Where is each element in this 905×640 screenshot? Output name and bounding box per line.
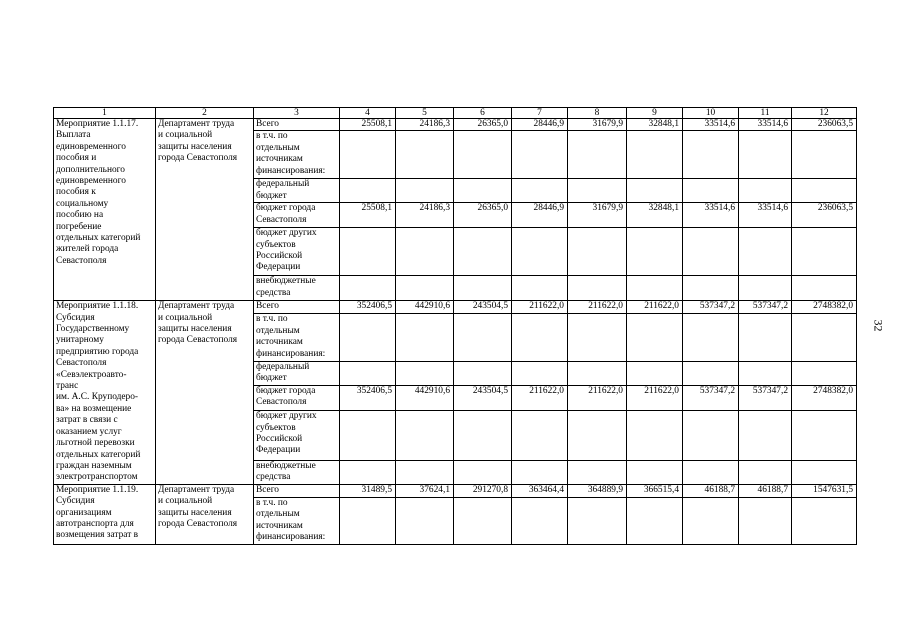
measure-title: Мероприятие 1.1.19. Субсидия организациям автотранспорта для возмещения затрат в bbox=[54, 484, 156, 544]
value-cell bbox=[739, 228, 792, 276]
value-cell bbox=[396, 179, 454, 203]
value-cell: 33514,6 bbox=[683, 203, 739, 228]
value-cell bbox=[792, 228, 857, 276]
value-cell bbox=[792, 411, 857, 461]
value-cell bbox=[568, 314, 627, 361]
value-cell bbox=[396, 497, 454, 544]
header-cell: 2 bbox=[156, 108, 254, 119]
value-cell: 33514,6 bbox=[683, 119, 739, 131]
header-cell: 11 bbox=[739, 108, 792, 119]
value-cell: 26365,0 bbox=[454, 203, 512, 228]
value-cell bbox=[454, 361, 512, 385]
value-cell bbox=[627, 131, 683, 179]
value-cell: 2748382,0 bbox=[792, 385, 857, 410]
value-cell bbox=[792, 179, 857, 203]
value-cell bbox=[340, 411, 396, 461]
value-cell bbox=[683, 276, 739, 301]
value-cell bbox=[792, 314, 857, 361]
value-cell bbox=[683, 314, 739, 361]
value-cell bbox=[512, 460, 568, 484]
measure-title: Мероприятие 1.1.18. Субсидия Государственному унитарному предприятию города Севастополя «Севэлектроавто- транс им. А.С. Круподеро- ва» на возмещение затрат в связи с оказанием услуг льготной перевозки отдельных категорий граждан наземным электротранспортом bbox=[54, 301, 156, 485]
value-cell: 31489,5 bbox=[340, 484, 396, 497]
value-cell bbox=[568, 131, 627, 179]
value-cell bbox=[739, 411, 792, 461]
value-cell: 211622,0 bbox=[627, 385, 683, 410]
value-cell bbox=[454, 411, 512, 461]
value-cell bbox=[454, 314, 512, 361]
funding-source-cell: федеральный бюджет bbox=[254, 179, 340, 203]
header-cell: 5 bbox=[396, 108, 454, 119]
value-cell bbox=[396, 361, 454, 385]
value-cell: 31679,9 bbox=[568, 203, 627, 228]
value-cell: 363464,4 bbox=[512, 484, 568, 497]
value-cell bbox=[792, 131, 857, 179]
value-cell: 366515,4 bbox=[627, 484, 683, 497]
value-cell bbox=[568, 460, 627, 484]
value-cell: 537347,2 bbox=[739, 301, 792, 314]
value-cell bbox=[340, 131, 396, 179]
page-number: 32 bbox=[871, 319, 886, 332]
value-cell bbox=[683, 131, 739, 179]
value-cell: 352406,5 bbox=[340, 301, 396, 314]
value-cell: 211622,0 bbox=[568, 385, 627, 410]
value-cell: 28446,9 bbox=[512, 203, 568, 228]
value-cell bbox=[568, 179, 627, 203]
value-cell bbox=[454, 131, 512, 179]
funding-source-cell: Всего bbox=[254, 301, 340, 314]
funding-source-cell: федеральный бюджет bbox=[254, 361, 340, 385]
value-cell bbox=[683, 179, 739, 203]
value-cell bbox=[396, 411, 454, 461]
value-cell: 31679,9 bbox=[568, 119, 627, 131]
value-cell bbox=[739, 497, 792, 544]
header-cell: 12 bbox=[792, 108, 857, 119]
value-cell bbox=[568, 411, 627, 461]
measure-title: Мероприятие 1.1.17. Выплата единовременного пособия и дополнительного единовременного пособия к социальному пособию на погребение отдельных категорий жителей города Севастополя bbox=[54, 119, 156, 301]
value-cell bbox=[739, 276, 792, 301]
executor-cell: Департамент труда и социальной защиты населения города Севастополя bbox=[156, 119, 254, 301]
value-cell bbox=[340, 228, 396, 276]
value-cell bbox=[340, 314, 396, 361]
value-cell bbox=[340, 497, 396, 544]
header-cell: 4 bbox=[340, 108, 396, 119]
value-cell bbox=[792, 361, 857, 385]
funding-source-cell: в т.ч. по отдельным источникам финансирования: bbox=[254, 131, 340, 179]
funding-source-cell: бюджет других субъектов Российской Федерации bbox=[254, 228, 340, 276]
header-cell: 8 bbox=[568, 108, 627, 119]
value-cell bbox=[568, 276, 627, 301]
value-cell: 32848,1 bbox=[627, 119, 683, 131]
value-cell bbox=[627, 497, 683, 544]
funding-source-cell: Всего bbox=[254, 119, 340, 131]
value-cell bbox=[512, 497, 568, 544]
value-cell bbox=[512, 131, 568, 179]
value-cell bbox=[739, 314, 792, 361]
funding-source-cell: в т.ч. по отдельным источникам финансирования: bbox=[254, 497, 340, 544]
value-cell bbox=[512, 411, 568, 461]
value-cell: 28446,9 bbox=[512, 119, 568, 131]
funding-source-cell: бюджет других субъектов Российской Федерации bbox=[254, 411, 340, 461]
value-cell bbox=[627, 460, 683, 484]
value-cell bbox=[568, 497, 627, 544]
value-cell bbox=[396, 131, 454, 179]
value-cell bbox=[683, 411, 739, 461]
header-row bbox=[54, 108, 857, 119]
value-cell: 46188,7 bbox=[683, 484, 739, 497]
value-cell bbox=[396, 314, 454, 361]
value-cell bbox=[340, 460, 396, 484]
funding-source-cell: бюджет города Севастополя bbox=[254, 203, 340, 228]
value-cell: 211622,0 bbox=[512, 301, 568, 314]
header-cell: 3 bbox=[254, 108, 340, 119]
executor-cell: Департамент труда и социальной защиты населения города Севастополя bbox=[156, 484, 254, 544]
value-cell bbox=[792, 460, 857, 484]
value-cell: 537347,2 bbox=[683, 385, 739, 410]
value-cell bbox=[396, 460, 454, 484]
value-cell bbox=[739, 131, 792, 179]
value-cell bbox=[512, 361, 568, 385]
value-cell: 243504,5 bbox=[454, 301, 512, 314]
value-cell bbox=[340, 276, 396, 301]
header-cell: 10 bbox=[683, 108, 739, 119]
funding-source-cell: бюджет города Севастополя bbox=[254, 385, 340, 410]
value-cell bbox=[683, 497, 739, 544]
value-cell: 236063,5 bbox=[792, 119, 857, 131]
table-row bbox=[54, 301, 857, 314]
value-cell bbox=[512, 276, 568, 301]
value-cell bbox=[512, 179, 568, 203]
value-cell bbox=[512, 228, 568, 276]
value-cell bbox=[340, 361, 396, 385]
value-cell bbox=[454, 179, 512, 203]
value-cell: 2748382,0 bbox=[792, 301, 857, 314]
funding-source-cell: внебюджетные средства bbox=[254, 460, 340, 484]
value-cell bbox=[627, 276, 683, 301]
value-cell bbox=[627, 179, 683, 203]
value-cell: 364889,9 bbox=[568, 484, 627, 497]
value-cell: 442910,6 bbox=[396, 301, 454, 314]
value-cell bbox=[683, 460, 739, 484]
value-cell bbox=[627, 361, 683, 385]
value-cell: 24186,3 bbox=[396, 119, 454, 131]
value-cell bbox=[454, 228, 512, 276]
funding-source-cell: Всего bbox=[254, 484, 340, 497]
value-cell bbox=[739, 361, 792, 385]
value-cell: 25508,1 bbox=[340, 203, 396, 228]
value-cell: 25508,1 bbox=[340, 119, 396, 131]
value-cell bbox=[627, 411, 683, 461]
table-row bbox=[54, 484, 857, 497]
value-cell: 291270,8 bbox=[454, 484, 512, 497]
value-cell: 537347,2 bbox=[683, 301, 739, 314]
value-cell bbox=[512, 314, 568, 361]
value-cell bbox=[396, 228, 454, 276]
value-cell bbox=[454, 276, 512, 301]
header-cell: 6 bbox=[454, 108, 512, 119]
value-cell: 26365,0 bbox=[454, 119, 512, 131]
value-cell: 32848,1 bbox=[627, 203, 683, 228]
value-cell bbox=[739, 179, 792, 203]
value-cell bbox=[454, 497, 512, 544]
table-row bbox=[54, 119, 857, 131]
value-cell: 1547631,5 bbox=[792, 484, 857, 497]
header-cell: 1 bbox=[54, 108, 156, 119]
value-cell: 33514,6 bbox=[739, 119, 792, 131]
funding-source-cell: в т.ч. по отдельным источникам финансирования: bbox=[254, 314, 340, 361]
value-cell bbox=[627, 314, 683, 361]
executor-cell: Департамент труда и социальной защиты населения города Севастополя bbox=[156, 301, 254, 485]
value-cell bbox=[683, 361, 739, 385]
value-cell: 211622,0 bbox=[512, 385, 568, 410]
value-cell: 243504,5 bbox=[454, 385, 512, 410]
funding-source-cell: внебюджетные средства bbox=[254, 276, 340, 301]
value-cell bbox=[792, 497, 857, 544]
document-page bbox=[53, 107, 857, 545]
value-cell: 211622,0 bbox=[568, 301, 627, 314]
value-cell: 37624,1 bbox=[396, 484, 454, 497]
header-cell: 9 bbox=[627, 108, 683, 119]
value-cell bbox=[627, 228, 683, 276]
value-cell bbox=[568, 228, 627, 276]
value-cell bbox=[792, 276, 857, 301]
value-cell bbox=[340, 179, 396, 203]
value-cell: 24186,3 bbox=[396, 203, 454, 228]
value-cell bbox=[568, 361, 627, 385]
value-cell bbox=[454, 460, 512, 484]
value-cell: 46188,7 bbox=[739, 484, 792, 497]
value-cell: 537347,2 bbox=[739, 385, 792, 410]
value-cell: 236063,5 bbox=[792, 203, 857, 228]
value-cell: 442910,6 bbox=[396, 385, 454, 410]
value-cell bbox=[683, 228, 739, 276]
value-cell: 33514,6 bbox=[739, 203, 792, 228]
budget-table bbox=[53, 107, 857, 545]
header-cell: 7 bbox=[512, 108, 568, 119]
value-cell: 211622,0 bbox=[627, 301, 683, 314]
value-cell bbox=[739, 460, 792, 484]
value-cell: 352406,5 bbox=[340, 385, 396, 410]
value-cell bbox=[396, 276, 454, 301]
